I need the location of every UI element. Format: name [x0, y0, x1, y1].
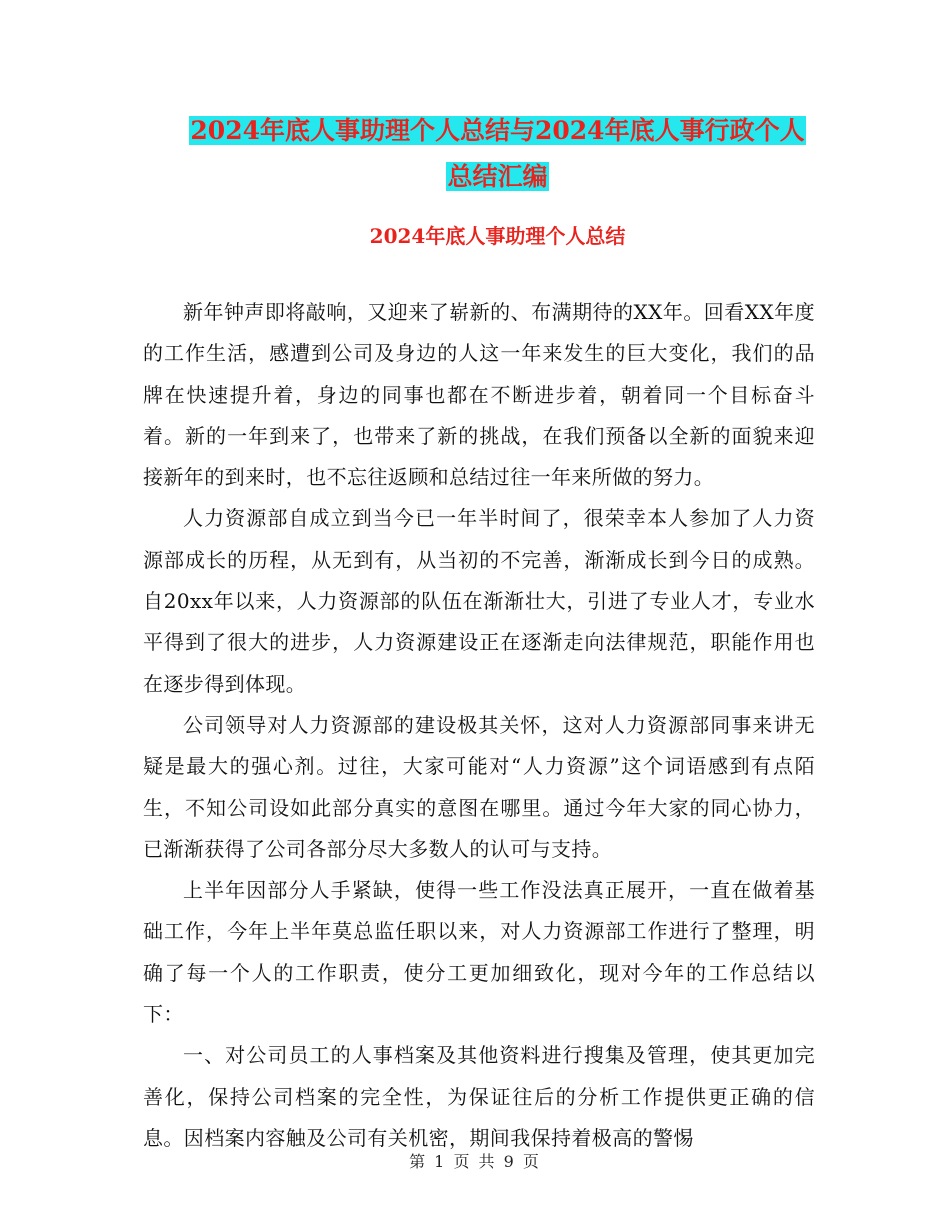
paragraph-1: 新年钟声即将敲响，又迎来了崭新的、布满期待的XX年。回看XX年度的工作生活，感遭到公司及身边的人这一年来发生的巨大变化，我们的品牌在快速提升着，身边的同事也都在不断进步着，朝着同一个目标奋斗着。新的一年到来了，也带来了新的挑战，在我们预备以全新的面貌来迎接新年的到来时，也不忘往返顾和总结过往一年来所做的努力。 — [143, 300, 815, 490]
section-heading: 2024年底人事助理个人总结 — [369, 224, 626, 248]
document-title-line-1: 2024年底人事助理个人总结与2024年底人事行政个人 — [190, 116, 805, 145]
paragraph-3: 公司领导对人力资源部的建设极其关怀，这对人力资源部同事来讲无疑是最大的强心剂。过往，大家可能对“人力资源”这个词语感到有点陌生，不知公司设如此部分真实的意图在哪里。通过今年大家的同心协力，已渐渐获得了公司各部分尽大多数人的认可与支持。 — [143, 712, 815, 861]
body-text — [143, 292, 815, 1159]
document-title-line-2: 总结汇编 — [447, 162, 548, 191]
page-footer: 第 1 页 共 9 页 — [409, 1152, 541, 1171]
paragraph-2: 人力资源部自成立到当今已一年半时间了，很荣幸本人参加了人力资源部成长的历程，从无到有，从当初的不完善，渐渐成长到今日的成熟。自20xx年以来，人力资源部的队伍在渐渐壮大，引进了专业人才，专业水平得到了很大的进步，人力资源建设正在逐渐走向法律规范，职能作用也在逐步得到体现。 — [143, 506, 815, 696]
document-title — [140, 108, 855, 200]
paragraph-4: 上半年因部分人手紧缺，使得一些工作没法真正展开，一直在做着基础工作，今年上半年莫总监任职以来，对人力资源部工作进行了整理，明确了每一个人的工作职责，使分工更加细致化，现对今年的工作总结以下： — [143, 878, 815, 1027]
paragraph-5: 一、对公司员工的人事档案及其他资料进行搜集及管理，使其更加完善化，保持公司档案的完全性，为保证往后的分析工作提供更正确的信息。因档案内容触及公司有关机密，期间我保持着极高的警惕 — [143, 1043, 815, 1150]
